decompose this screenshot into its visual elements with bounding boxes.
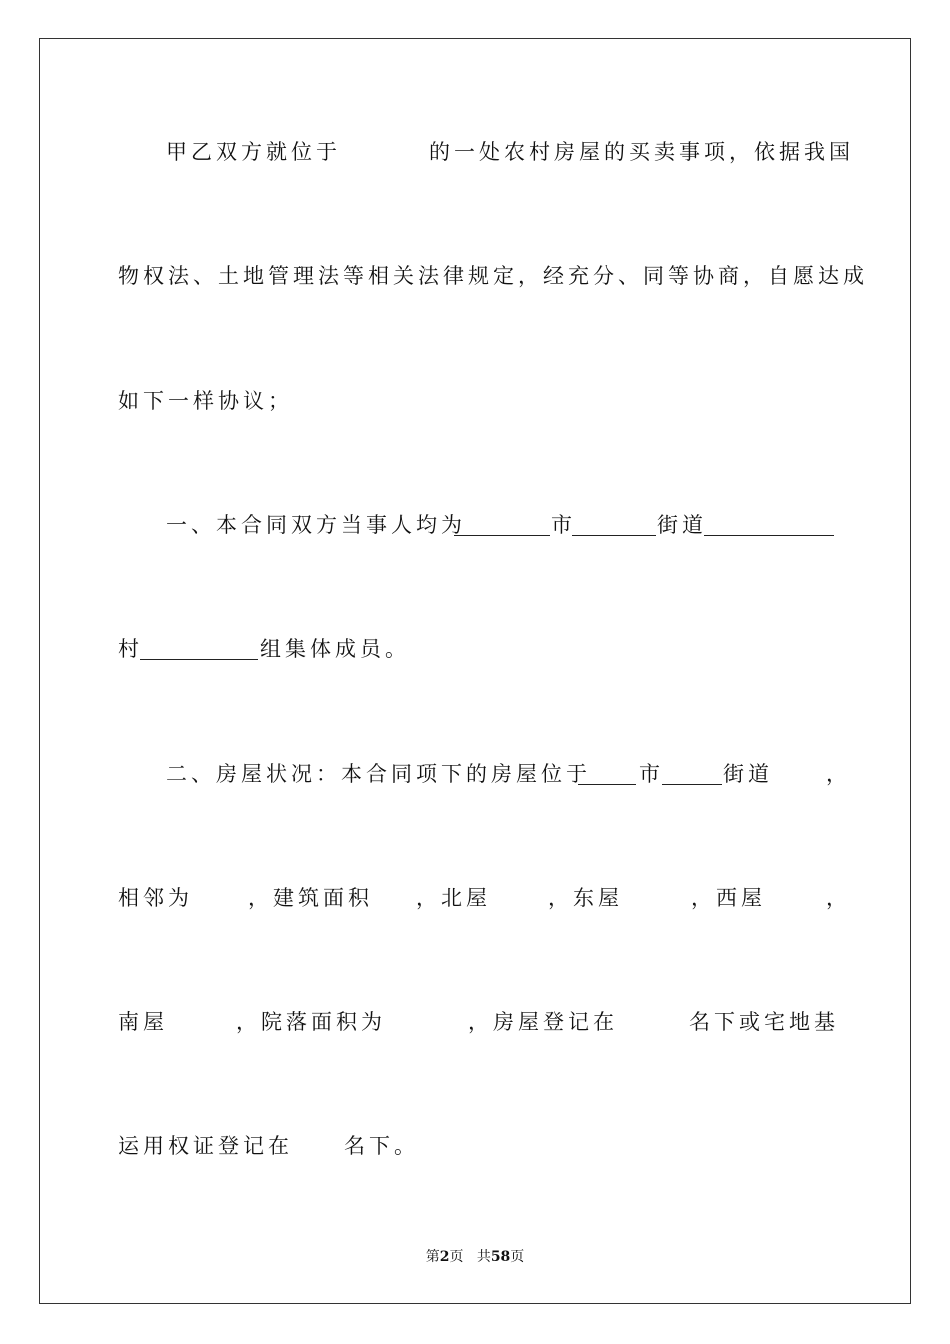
text-segment: 市 (551, 513, 576, 537)
text-segment: ，西屋 (691, 886, 766, 910)
paragraph-line-6 (118, 759, 851, 789)
footer-page-number: 2 (439, 1249, 450, 1265)
text-segment: 南屋 (118, 1010, 168, 1034)
text-segment: 如下一样协议； (118, 389, 293, 413)
footer-page-suffix: 页 (449, 1249, 464, 1265)
text-segment: ，院落面积为 (236, 1010, 386, 1034)
text-segment: 村 (118, 637, 143, 661)
paragraph-line-3 (118, 386, 834, 416)
blank-line (454, 535, 550, 536)
blank-line (662, 784, 722, 785)
footer-total-number: 58 (490, 1249, 511, 1265)
blank-line (704, 535, 834, 536)
paragraph-line-5 (118, 634, 834, 664)
text-segment: ， (826, 762, 851, 786)
text-segment: 街道 (657, 513, 707, 537)
text-segment: 二、房屋状况：本合同项下的房屋位于 (166, 762, 591, 786)
text-segment: ，建筑面积 (248, 886, 373, 910)
text-segment: 组集体成员。 (260, 637, 410, 661)
text-segment: 名下或宅地基 (689, 1010, 839, 1034)
text-segment: 运用权证登记在 (118, 1134, 293, 1158)
text-segment: 名下。 (344, 1134, 419, 1158)
footer-page-prefix: 第 (425, 1249, 440, 1265)
paragraph-line-1 (118, 137, 854, 167)
blank-line (140, 659, 258, 660)
text-segment: 市 (639, 762, 664, 786)
text-segment: 物权法、土地管理法等相关法律规定，经充分、同等协商，自愿达成 (118, 264, 868, 288)
text-segment: 一、本合同双方当事人均为 (166, 513, 466, 537)
paragraph-line-9 (118, 1131, 834, 1161)
text-segment: 街道 (723, 762, 773, 786)
paragraph-line-4 (118, 510, 834, 540)
text-segment: 甲乙双方就位于 (166, 140, 341, 164)
text-segment: ，东屋 (548, 886, 623, 910)
text-segment: ，房屋登记在 (468, 1010, 618, 1034)
footer-total-suffix: 页 (510, 1249, 525, 1265)
paragraph-line-8 (118, 1007, 839, 1037)
paragraph-line-2 (118, 261, 868, 291)
text-segment: 的一处农村房屋的买卖事项，依据我国 (429, 140, 854, 164)
paragraph-line-7 (118, 883, 851, 913)
blank-line (572, 535, 656, 536)
text-segment: ，北屋 (416, 886, 491, 910)
blank-line (578, 784, 636, 785)
page-border (39, 38, 911, 1304)
text-segment: 相邻为 (118, 886, 193, 910)
page-footer (0, 1246, 950, 1266)
footer-total-prefix: 共 (476, 1249, 491, 1265)
text-segment: ， (826, 886, 851, 910)
